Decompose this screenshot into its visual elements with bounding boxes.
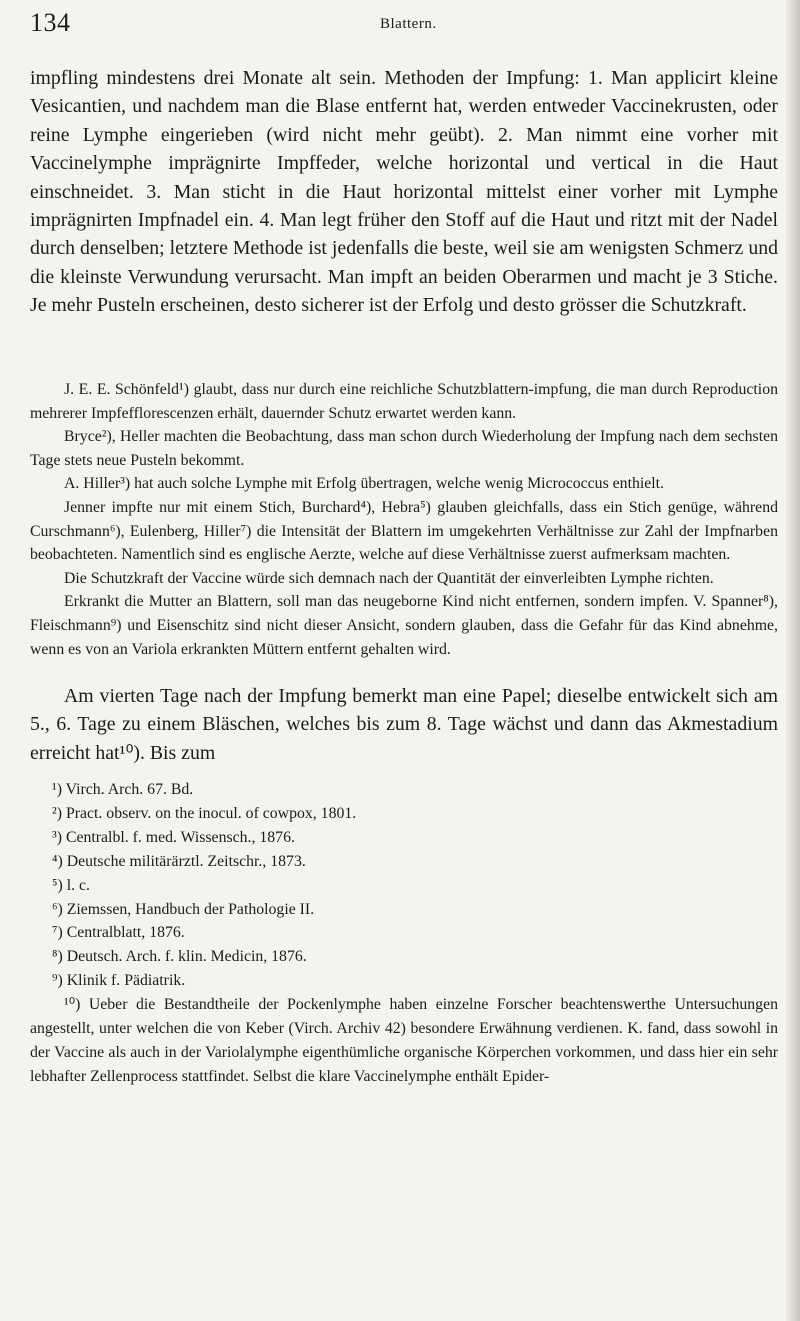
footnotes: [30, 778, 778, 1089]
page-number: 134: [30, 8, 71, 37]
footnote-9: ⁹) Klinik f. Pädiatrik.: [52, 972, 186, 990]
paragraph-hiller: A. Hiller³) hat auch solche Lymphe mit Erfolg übertragen, welche wenig Micrococcus enthielt.: [64, 475, 664, 493]
footnote-4: ⁴) Deutsche militärärztl. Zeitschr., 1873.: [52, 852, 306, 870]
footnote-7: ⁷) Centralblatt, 1876.: [52, 924, 185, 942]
paragraph-jenner: Jenner impfte nur mit einem Stich, Burchard⁴), Hebra⁵) glauben gleichfalls, dass ein Stich genüge, während Curschmann⁶), Eulenberg, Hiller⁷) die Intensität der Blattern im umgekehrten Verhältnisse zur Zahl der Impfnarben beobachteten. Namentlich sind es englische Aerzte, welche auf diese Verhältnisse zuerst aufmerksam machten.: [30, 498, 778, 564]
footnote-2: ²) Pract. observ. on the inocul. of cowpox, 1801.: [52, 804, 357, 822]
footnote-3: ³) Centralbl. f. med. Wissensch., 1876.: [52, 828, 295, 846]
paragraph-papel-stages: Am vierten Tage nach der Impfung bemerkt man eine Papel; dieselbe entwickelt sich am 5., 6. Tage zu einem Bläschen, welches bis zum 8. Tage wächst und dann das Akmestadium erreicht hat¹⁰). Bis zum: [30, 685, 778, 764]
paragraph-vaccination-methods: impfling mindestens drei Monate alt sein. Methoden der Impfung: 1. Man applicirt kleine Vesicantien, und nachdem man die Blase entfernt hat, werden entweder Vaccinekrusten, oder reine Lymphe eingerieben (wird nicht mehr geübt). 2. Man nimmt eine vorher mit Vaccinelymphe imprägnirte Impffeder, welche horizontal und vertical in die Haut einschneidet. 3. Man sticht in die Haut horizontal mittelst einer vorher mit Lymphe imprägnirten Impfnadel ein. 4. Man legt früher den Stoff auf die Haut und ritzt mit der Nadel durch denselben; letztere Methode ist jedenfalls die beste, weil sie am wenigsten Schmerz und die kleinste Verwundung verursacht. Man impft an beiden Oberarmen und macht je 3 Stiche. Je mehr Pusteln erscheinen, desto sicherer ist der Erfolg und desto grösser die Schutzkraft.: [30, 67, 778, 317]
footnote-1: ¹) Virch. Arch. 67. Bd.: [52, 781, 194, 798]
footnote-8: ⁸) Deutsch. Arch. f. klin. Medicin, 1876.: [52, 948, 307, 966]
paragraph-schoenfeld: J. E. E. Schönfeld¹) glaubt, dass nur durch eine reichliche Schutzblattern-impfung, die man durch Reproduction mehrerer Impfefflorescenzen erhält, dauernder Schutz erwartet werden kann.: [30, 381, 778, 422]
paragraph-mother-variola: Erkrankt die Mutter an Blattern, soll man das neugeborne Kind nicht entfernen, sondern impfen. V. Spanner⁸), Fleischmann⁹) und Eisenschitz sind nicht dieser Ansicht, sondern glauben, dass die Gefahr für das Kind abnehme, wenn es von an Variola erkrankten Müttern entfernt gehalten wird.: [30, 593, 778, 658]
footnote-5: ⁵) l. c.: [52, 876, 90, 894]
main-text: [30, 64, 778, 320]
small-print-block: [30, 378, 778, 661]
running-head: Blattern.: [380, 16, 437, 32]
footnote-10: ¹⁰) Ueber die Bestandtheile der Pockenlymphe haben einzelne Forscher beachtenswerthe Untersuchungen angestellt, unter welchen die von Keber (Virch. Archiv 42) besondere Erwähnung verdienen. K. fand, dass sowohl in der Vaccine als auch in der Variolalymphe eigenthümliche organische Körperchen vorkommen, und dass hier ein sehr lebhafter Zellenprocess stattfindet. Selbst die klare Vaccinelymphe enthält Epider-: [30, 996, 778, 1085]
paragraph-bryce-heller: Bryce²), Heller machten die Beobachtung, dass man schon durch Wiederholung der Impfung nach dem sechsten Tage stets neue Pusteln bekommt.: [30, 428, 778, 469]
paragraph-schutzkraft: Die Schutzkraft der Vaccine würde sich demnach nach der Quantität der einverleibten Lymphe richten.: [64, 569, 714, 587]
page-edge-shadow: [786, 0, 800, 1321]
main-text-continued: [30, 682, 778, 767]
footnote-6: ⁶) Ziemssen, Handbuch der Pathologie II.: [52, 900, 315, 918]
page-header: [30, 8, 770, 48]
